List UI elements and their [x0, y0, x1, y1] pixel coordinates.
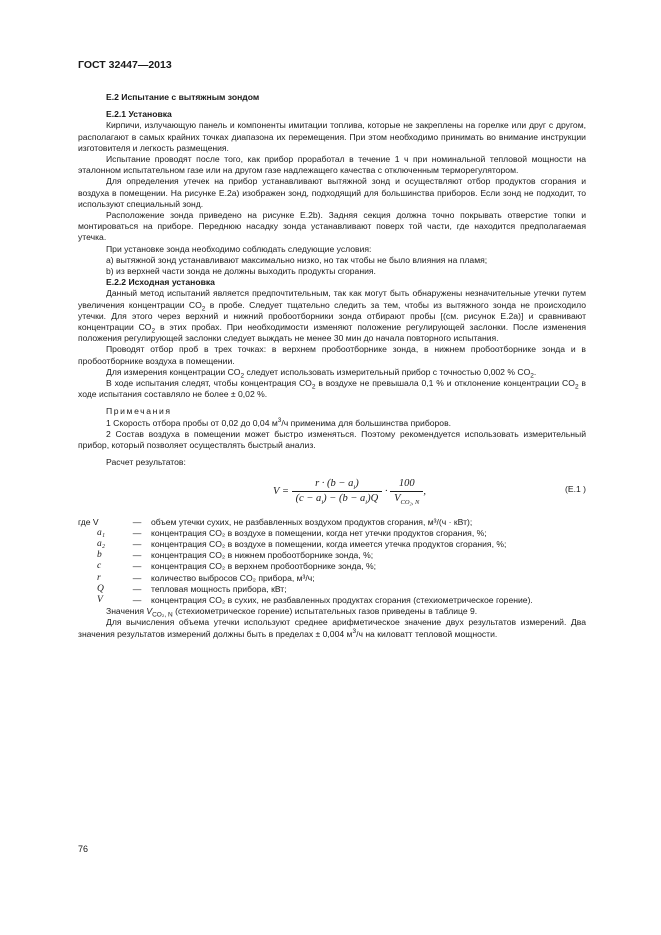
- note: 1 Скорость отбора пробы от 0,02 до 0,04 $м^3/ч$ применима для большинства приборов.: [106, 416, 452, 428]
- definition-text: концентрация CO₂ в воздухе в помещении, когда нет утечки продуктов сгорания, %;: [151, 527, 487, 538]
- definition-text: количество выбросов CO₂ прибора, м³/ч;: [151, 572, 315, 583]
- paragraph: Для определения утечек на прибор устанавливают вытяжной зонд и осуществляют отбор продуктов сгорания и воздуха в помещении. На рисунке Е.2а) изображен зонд, подходящий для большинства приборов. Если зонд не подходит, то используют специальный зонд.: [78, 176, 586, 209]
- definition-text: тепловая мощность прибора, кВт;: [151, 583, 287, 594]
- paragraph: Для вычисления объема утечки используют среднее арифметическое значение двух результатов измерений. Два значения результатов измерений должны быть в пределах ± 0,004 $м^3/ч$ на киловатт тепловой мощности.: [78, 617, 586, 639]
- definition-row: [78, 528, 586, 539]
- formula-expression: V = $\frac{r \cdot (b - a_i)}{(c - a_i) - (b - a_i)Q}$ · $\frac{100}{V_{CO_2, N}}$ ,: [273, 477, 426, 506]
- definition-text: концентрация CO₂ в сухих, не разбавленных продуктах сгорания (стехиометрическое горение).: [151, 594, 533, 605]
- definition-dash: —: [132, 527, 142, 538]
- paragraph: Кирпичи, излучающую панель и компоненты имитации топлива, которые не закреплены на горелке или друг с другом, располагают в самых крайних точках диапазона их перемещения. При этом необходимо принимать во внимание инструкции изготовителя и легкость размещения.: [78, 120, 586, 153]
- definition-symbol: a₁: [97, 527, 106, 538]
- definition-row: [78, 573, 586, 584]
- definition-dash: —: [132, 572, 142, 583]
- notes-title: Примечания: [106, 406, 172, 417]
- standard-header: ГОСТ 32447—2013: [78, 59, 172, 71]
- definition-row: [78, 550, 586, 561]
- formula-e1: [78, 473, 586, 513]
- definition-dash: —: [132, 516, 142, 527]
- definition-text: концентрация CO₂ в нижнем пробоотборнике зонда, %;: [151, 550, 374, 561]
- definition-symbol: где V: [78, 516, 99, 527]
- list-item: b) из верхней части зонда не должны выходить продукты сгорания.: [106, 266, 376, 277]
- definition-row: [78, 517, 586, 528]
- paragraph: Проводят отбор проб в трех точках: в верхнем пробоотборнике зонда, в нижнем пробоотборнике зонда и в пробоотборнике воздуха в помещении.: [78, 344, 586, 366]
- list-item: а) вытяжной зонд устанавливают максимально низко, но так чтобы не было влияния на пламя;: [106, 254, 488, 265]
- section-e22-title: Е.2.2 Исходная установка: [106, 277, 215, 288]
- definition-symbol: V: [97, 594, 103, 605]
- paragraph: Значения $V_{CO_2, N}$ (стехиометрическое горение) испытательных газов приведены в таблице 9.: [106, 606, 478, 619]
- paragraph: В ходе испытания следят, чтобы концентрация $CO_2$ в воздухе не превышала 0,1 % и отклонение концентрации $CO_2$ в ходе испытания составляло не более ± 0,02 %.: [78, 378, 586, 400]
- definition-dash: —: [132, 583, 142, 594]
- definition-dash: —: [132, 550, 142, 561]
- definition-text: объем утечки сухих, не разбавленных воздухом продуктов сгорания, м³/(ч · кВт);: [151, 516, 473, 527]
- paragraph: Для измерения концентрации $CO_2$ следует использовать измерительный прибор с точностью 0,002 % $CO_2$.: [106, 366, 537, 380]
- definition-row: [78, 539, 586, 550]
- paragraph: Данный метод испытаний является предпочтительным, так как могут быть обнаружены незначительные утечки путем увеличения концентрации $CO_2$ в пробе. Следует тщательно следить за тем, чтобы из вытяжного зонда не происходило утечки. Для этого через верхний и нижний пробоотборники зонда отбирают пробы [(см. рисунок Е.2а)] и сравнивают концентрации $CO_2$ в этих пробах. При необходимости изменяют положение регулирующей заслонки. После изменения положения регулирующей заслонки следует выждать не менее 30 мин до начала повторного испытания.: [78, 288, 587, 344]
- definition-symbol: c: [97, 561, 102, 572]
- section-e21-title: Е.2.1 Установка: [106, 109, 172, 120]
- paragraph: Расчет результатов:: [106, 457, 186, 468]
- page-number: 76: [78, 844, 89, 854]
- definition-symbol: r: [97, 572, 101, 583]
- definition-row: [78, 595, 586, 606]
- definition-text: концентрация CO₂ в верхнем пробоотборнике зонда, %;: [151, 561, 377, 572]
- formula-number: (Е.1 ): [564, 483, 586, 494]
- definition-text: концентрация CO₂ в воздухе в помещении, когда имеется утечка продуктов сгорания, %;: [151, 538, 507, 549]
- paragraph: Расположение зонда приведено на рисунке Е.2b). Задняя секция должна точно покрывать отверстие топки и монтироваться на приборе. Переднюю насадку зонда устанавливают поверх той части, где находится предполагаемая утечка.: [78, 210, 586, 243]
- definition-symbol: a₂: [97, 538, 106, 549]
- definition-dash: —: [132, 594, 142, 605]
- definition-symbol: b: [97, 550, 102, 561]
- page-content: [78, 92, 586, 640]
- section-e2-title: Е.2 Испытание с вытяжным зондом: [106, 92, 260, 102]
- definition-dash: —: [132, 561, 142, 572]
- formula-factor: $\frac{100}{V_{CO_2, N}}$: [390, 477, 423, 506]
- paragraph: Испытание проводят после того, как прибор проработал в течение 1 ч при номинальной тепловой мощности на эталонном испытательном газе или на другом газе надлежащего качества с отключенным терморегулятором.: [78, 154, 586, 176]
- paragraph: При установке зонда необходимо соблюдать следующие условия:: [106, 243, 372, 254]
- definitions-list: [78, 517, 586, 607]
- definition-dash: —: [132, 538, 142, 549]
- definition-row: [78, 561, 586, 572]
- definition-symbol: Q: [97, 583, 104, 594]
- note: 2 Состав воздуха в помещении может быстро изменяться. Поэтому рекомендуется использовать измерительный прибор, который позволяет осуществлять быстрый анализ.: [78, 428, 586, 451]
- formula-fraction: $\frac{r \cdot (b - a_i)}{(c - a_i) - (b - a_i)Q}$: [292, 477, 383, 506]
- definition-row: [78, 584, 586, 595]
